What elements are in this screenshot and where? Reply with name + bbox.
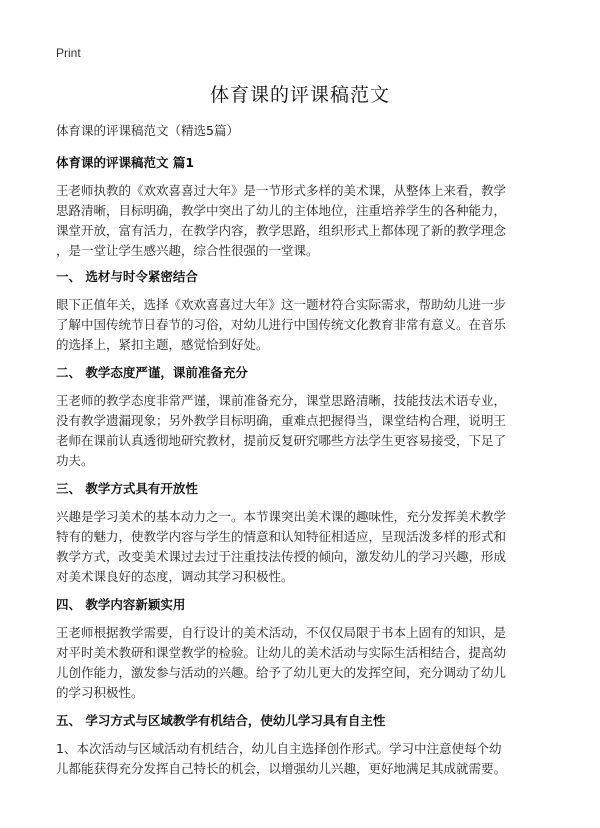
paragraph-line: 对美术课良好的态度，调动其学习积极性。 [56, 569, 294, 584]
paragraph-line: 王老师根据教学需要，自行设计的美术活动，不仅仅局限于书本上固有的知识，是 [56, 625, 507, 640]
print-label: Print [56, 46, 81, 60]
paragraph-line: 儿都能获得充分发挥自己特长的机会，以增强幼儿兴趣，更好地满足其成就需要。 [56, 761, 507, 776]
paragraph-line: 对平时美术教研和课堂教学的检验。让幼儿的美术活动与实际生活相结合，提高幼 [56, 645, 507, 660]
paragraph-line: 儿创作能力，激发参与活动的兴趣。给予了幼儿更大的发挥空间，充分调动了幼儿 [56, 665, 507, 680]
paragraph-line: 王老师的教学态度非常严谨，课前准备充分，课堂思路清晰，技能技法术语专业， [56, 393, 507, 408]
section-paragraph-5 [56, 739, 548, 779]
intro-paragraph [56, 181, 548, 261]
document-subtitle: 体育课的评课稿范文（精选5篇） [56, 123, 239, 138]
paragraph-line: 没有教学遗漏现象；另外教学目标明确，重难点把握得当，课堂结构合理，说明王 [56, 413, 507, 428]
paragraph-line: 思路清晰，目标明确，教学中突出了幼儿的主体地位，注重培养学生的各种能力， [56, 203, 507, 218]
paragraph-line: 老师在课前认真透彻地研究教材，提前反复研究哪些方法学生更容易接受，下足了 [56, 433, 507, 448]
paragraph-line: 课堂开放，富有活力，在教学内容，教学思路，组织形式上都体现了新的教学理念 [56, 223, 507, 238]
paragraph-line: 1、本次活动与区域活动有机结合，幼儿自主选择创作形式。学习中注意使每个幼 [56, 741, 502, 756]
paragraph-line: 功夫。 [56, 453, 94, 468]
section-heading-5: 五、 学习方式与区域教学有机结合，使幼儿学习具有自主性 [56, 713, 386, 728]
section-paragraph-4 [56, 623, 548, 703]
paragraph-line: ，是一堂让学生感兴趣，综合性很强的一堂课。 [56, 243, 319, 258]
page-title: 体育课的评课稿范文 [209, 84, 390, 106]
paragraph-line: 眼下正值年关，选择《欢欢喜喜过大年》这一题材符合实际需求，帮助幼儿进一步 [56, 297, 507, 312]
paragraph-line: 兴趣是学习美术的基本动力之一。本节课突出美术课的趣味性，充分发挥美术教学 [56, 509, 507, 524]
section-heading-2: 二、 教学态度严谨，课前准备充分 [56, 365, 248, 380]
section-paragraph-3 [56, 507, 548, 587]
paragraph-line: 特有的魅力，使教学内容与学生的情意和认知特征相适应，呈现活泼多样的形式和 [56, 529, 507, 544]
section-heading-4: 四、 教学内容新颖实用 [56, 597, 186, 612]
paragraph-line: 王老师执教的《欢欢喜喜过大年》是一节形式多样的美术课，从整体上来看，教学 [56, 183, 507, 198]
article-heading: 体育课的评课稿范文 篇1 [56, 155, 195, 170]
section-heading-3: 三、 教学方式具有开放性 [56, 481, 198, 496]
section-paragraph-1 [56, 295, 548, 355]
paragraph-line: 教学方式，改变美术课过去过于注重技法传授的倾向，激发幼儿的学习兴趣，形成 [56, 549, 507, 564]
paragraph-line: 的选择上，紧扣主题，感觉恰到好处。 [56, 337, 269, 352]
paragraph-line: 的学习积极性。 [56, 685, 144, 700]
section-paragraph-2 [56, 391, 548, 471]
paragraph-line: 了解中国传统节日春节的习俗，对幼儿进行中国传统文化教育非常有意义。在音乐 [56, 317, 507, 332]
section-heading-1: 一、 选材与时令紧密结合 [56, 269, 198, 284]
